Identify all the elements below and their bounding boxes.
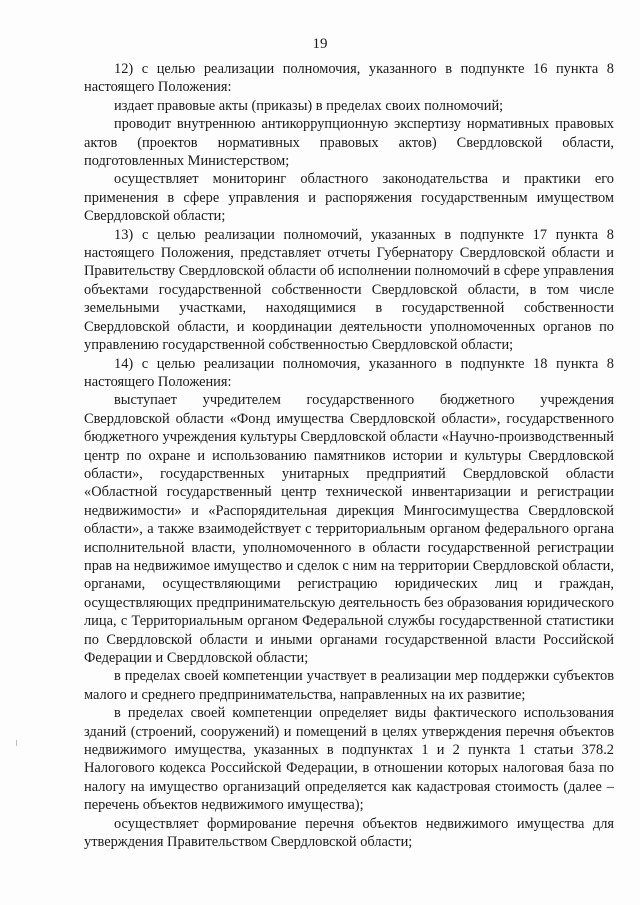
paragraph-legal-acts: издает правовые акты (приказы) в пределах своих полномочий; — [114, 97, 504, 114]
paragraph-founder: выступает учредителем государственного бюджетного учреждения Свердловской области «Фонд имущества Свердловской области», государственного бюджетного учреждения культуры Свердловской области «Научно-производственный центр по охране и использованию памятников истории и культуры Свердловской области», государственных унитарных предприятий Свердловской области «Областной государственный центр технической инвентаризации и регистрации недвижимости» и «Распорядительная дирекция Мингосимущества Свердловской области», а также взаимодействует с территориальным органом федерального органа исполнительной власти, уполномоченного в области государственной регистрации прав на недвижимое имущество и сделок с ним на территории Свердловской области, органами, осуществляющими регистрацию юридических лиц и граждан, осуществляющих предпринимательскую деятельность без образования юридического лица, с Территориальным органом Федеральной службы государственной статистики по Свердловской области и иными органами государственной власти Российской Федерации и Свердловской области; — [84, 392, 614, 666]
paragraph-property-list: осуществляет формирование перечня объектов недвижимого имущества для утверждения Правительством Свердловской области; — [84, 815, 614, 851]
paragraph-monitoring: осуществляет мониторинг областного законодательства и практики его применения в сфере управления и распоряжения государственным имуществом Свердловской области; — [84, 171, 614, 225]
paragraph-item-12: 12) с целью реализации полномочия, указанного в подпункте 16 пункта 8 настоящего Положения: — [84, 61, 614, 96]
scan-margin-mark — [16, 740, 17, 746]
paragraph-item-13: 13) с целью реализации полномочий, указанных в подпункте 17 пункта 8 настоящего Положения, представляет отчеты Губернатору Свердловской области и Правительству Свердловской области об исполнении полномочий в сфере управления объектами государственной собственности Свердловской области, в том числе земельными участками, находящимися в государственной собственности Свердловской области, и координации деятельности уполномоченных органов по управлению государственной собственностью Свердловской области; — [84, 226, 614, 354]
paragraph-anticorruption-review: проводит внутреннюю антикоррупционную экспертизу нормативных правовых актов (проектов нормативных правовых актов) Свердловской области, подготовленных Министерством; — [84, 116, 614, 170]
document-body — [84, 60, 614, 851]
page-number: 19 — [312, 36, 328, 52]
paragraph-property-use-types: в пределах своей компетенции определяет виды фактического использования зданий (строений, сооружений) и помещений в целях утверждения перечня объектов недвижимого имущества, указанных в подпунктах 1 и 2 пункта 1 статьи 378.2 Налогового кодекса Российской Федерации, в отношении которых налоговая база по налогу на имущество организаций определяется как кадастровая стоимость (далее – перечень объектов недвижимого имущества); — [84, 705, 614, 814]
paragraph-item-14: 14) с целью реализации полномочия, указанного в подпункте 18 пункта 8 настоящего Положения: — [84, 355, 614, 390]
paragraph-small-business-support: в пределах своей компетенции участвует в реализации мер поддержки субъектов малого и среднего предпринимательства, направленных на их развитие; — [84, 668, 614, 703]
